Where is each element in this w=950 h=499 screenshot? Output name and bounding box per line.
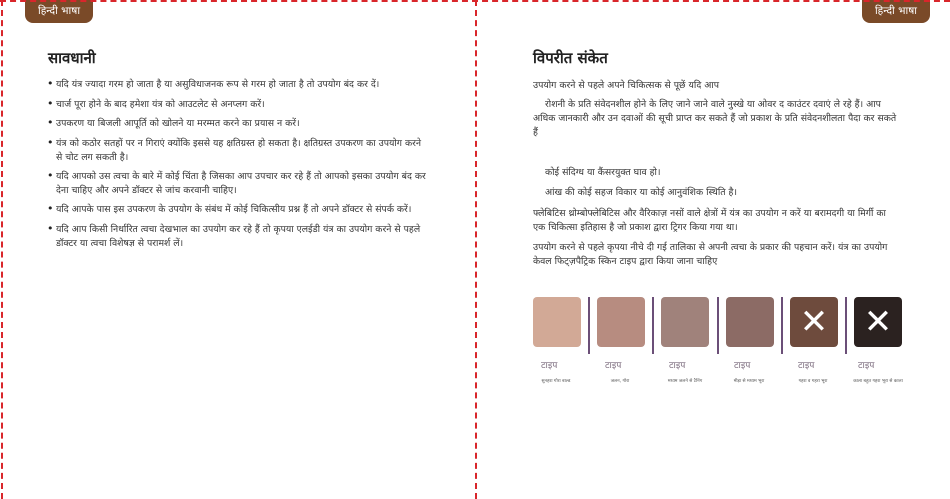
divider xyxy=(717,297,719,354)
excluded-x-icon: ✕ xyxy=(863,302,893,342)
language-tab: हिन्दी भाषा xyxy=(25,0,93,23)
skin-type-label: टाइप xyxy=(734,361,751,371)
list-item: • उपकरण या बिजली आपूर्ति को खोलने या मरम्मत करने का प्रयास न करें। xyxy=(48,117,426,131)
page-title: विपरीत संकेत xyxy=(533,49,608,67)
skin-type-note: जलन, गोरा xyxy=(610,379,630,384)
list-item: • यदि यंत्र ज्यादा गरम हो जाता है या असुविधाजनक रूप से गरम हो जाता है तो उपयोग बंद कर दें। xyxy=(48,78,426,92)
paragraph: कोई संदिग्ध या कैंसरयुक्त घाव हो। xyxy=(545,167,661,178)
language-tab: हिन्दी भाषा xyxy=(862,0,930,23)
divider xyxy=(781,297,783,354)
paragraph: आंख की कोई सहज विकार या कोई आनुवंशिक स्थिति है। xyxy=(545,187,737,198)
skin-swatch xyxy=(790,297,838,347)
list-item: • यदि आपको उस त्वचा के बारे में कोई चिंता है जिसका आप उपचार कर रहे हैं तो आपको इसका उपयोग बंद कर देना चाहिए और अपने डॉक्टर से जांच करवानी चाहिए। xyxy=(48,170,426,197)
paragraph: उपयोग करने से पहले कृपया नीचे दी गई तालिका से अपनी त्वचा के प्रकार की पहचान करें। यंत्र का उपयोग केवल फिट्ज़पैट्रिक स्किन टाइप द्वारा किया जाना चाहिए xyxy=(533,242,888,267)
skin-type-note: मीड़ा से मध्यम भूरा xyxy=(733,379,765,384)
skin-swatch xyxy=(597,297,645,347)
divider xyxy=(845,297,847,354)
cut-line xyxy=(1,0,3,499)
paragraph: फ्लेबिटिस थ्रोम्बोफ्लेबिटिस और वैरिकाज़ नसों वाले क्षेत्रों में यंत्र का उपयोग न करें या बरामदगी या मिर्गी का एक चिकित्सा इतिहास है जो प्रकाश द्वारा ट्रिगर किया गया था। xyxy=(533,208,886,233)
skin-swatch xyxy=(726,297,774,347)
skin-type-label: टाइप xyxy=(798,361,815,371)
intro-text: उपयोग करने से पहले अपने चिकित्सक से पूछें यदि आप xyxy=(533,80,720,91)
list-item: • चार्ज पूरा होने के बाद हमेशा यंत्र को आउटलेट से अनप्लग करें। xyxy=(48,98,426,112)
skin-type-label: टाइप xyxy=(605,361,622,371)
cut-line xyxy=(475,0,477,499)
skin-type-label: टाइप xyxy=(858,361,875,371)
list-item: • यदि आपके पास इस उपकरण के उपयोग के संबंध में कोई चिकित्सीय प्रश्न हैं तो अपने डॉक्टर से संपर्क करें। xyxy=(48,203,426,217)
divider xyxy=(652,297,654,354)
skin-type-chart xyxy=(533,297,903,397)
skin-swatch xyxy=(854,297,902,347)
list-item: • यंत्र को कठोर सतहों पर न गिराएं क्योंकि इससे यह क्षतिग्रस्त हो सकता है। क्षतिग्रस्त उपकरण का उपयोग करने से चोट लग सकती है। xyxy=(48,137,426,164)
skin-type-label: टाइप xyxy=(669,361,686,371)
list-item: • यदि आप किसी निर्धारित त्वचा देखभाल का उपयोग कर रहे हैं तो कृपया एलईडी यंत्र का उपयोग करने से पहले डॉक्टर या त्वचा विशेषज्ञ से परामर्श लें। xyxy=(48,223,426,250)
skin-swatch xyxy=(661,297,709,347)
cut-line xyxy=(0,0,950,2)
page-title: सावधानी xyxy=(48,49,96,67)
precautions-list xyxy=(48,78,426,256)
skin-type-label: टाइप xyxy=(541,361,558,371)
excluded-x-icon: ✕ xyxy=(799,302,829,342)
skin-type-note: सुनहरा गोरा बाल्ड xyxy=(541,379,571,384)
divider xyxy=(588,297,590,354)
paragraph: रोशनी के प्रति संवेदनशील होने के लिए जाने जाने वाले नुस्खे या ओवर द काउंटर दवाएं ले रहे हैं। आप अधिक जानकारी और उन दवाओं की सूची प्राप्त कर सकते हैं जो प्रकाश के प्रति संवेदनशीलता पैदा कर सकते हैं xyxy=(533,99,897,138)
skin-type-note: मध्यम जलने से टैनिंग xyxy=(667,379,703,384)
skin-type-note: काला बहुत गहरा भूरा से काला xyxy=(853,379,903,384)
skin-swatch xyxy=(533,297,581,347)
skin-type-note: गहरा व गहरा भूरा xyxy=(798,379,828,384)
